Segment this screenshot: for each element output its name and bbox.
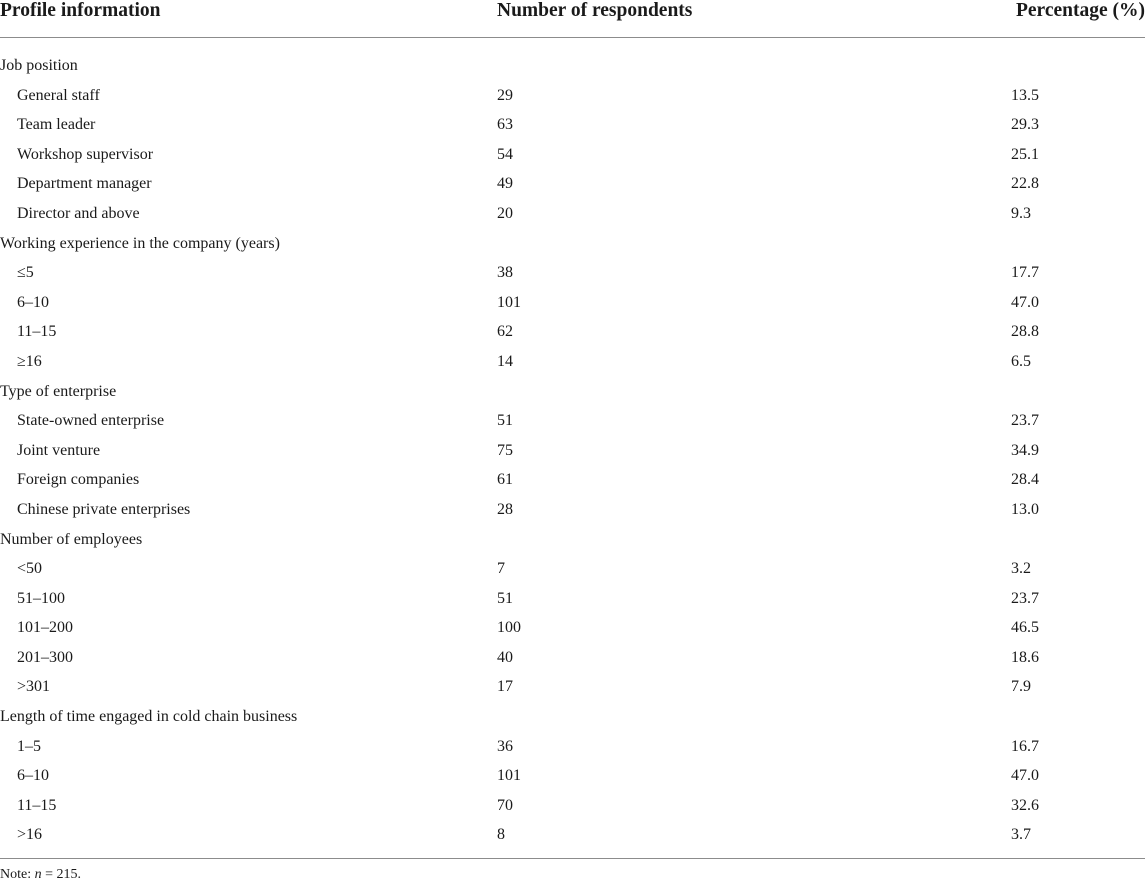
table-row <box>0 613 1145 643</box>
table-row <box>0 643 1145 673</box>
note-prefix: Note: <box>0 867 35 882</box>
respondent-count: 51 <box>497 589 513 607</box>
table-row <box>0 406 1145 436</box>
percentage-value: 23.7 <box>1011 589 1039 607</box>
table-header-row <box>0 0 1145 38</box>
respondent-count: 61 <box>497 471 513 489</box>
table-row <box>0 554 1145 584</box>
percentage-value: 16.7 <box>1011 737 1039 755</box>
percentage-value: 3.7 <box>1011 826 1031 844</box>
table-row <box>0 584 1145 614</box>
table-body <box>0 38 1145 859</box>
table-row <box>0 732 1145 762</box>
percentage-value: 13.0 <box>1011 500 1039 518</box>
row-label: ≥16 <box>17 352 42 370</box>
row-label: State-owned enterprise <box>17 412 165 430</box>
table-row <box>0 110 1145 140</box>
respondent-count: 17 <box>497 678 513 696</box>
respondent-count: 70 <box>497 796 513 814</box>
percentage-value: 46.5 <box>1011 619 1039 637</box>
table-row <box>0 672 1145 702</box>
table-group-row <box>0 525 1145 555</box>
respondent-count: 100 <box>497 619 521 637</box>
percentage-value: 23.7 <box>1011 412 1039 430</box>
header-number-of-respondents: Number of respondents <box>497 0 693 21</box>
percentage-value: 28.8 <box>1011 323 1039 341</box>
respondent-count: 28 <box>497 500 513 518</box>
percentage-value: 32.6 <box>1011 796 1039 814</box>
row-label: 11–15 <box>17 323 57 341</box>
respondent-count: 7 <box>497 560 505 578</box>
percentage-value: 17.7 <box>1011 264 1039 282</box>
table-row <box>0 199 1145 229</box>
header-profile-information: Profile information <box>0 0 161 21</box>
table-group-row <box>0 702 1145 732</box>
table-row <box>0 258 1145 288</box>
percentage-value: 9.3 <box>1011 204 1031 222</box>
percentage-value: 3.2 <box>1011 560 1031 578</box>
group-label: Working experience in the company (years) <box>0 234 280 252</box>
row-label: >16 <box>17 826 43 844</box>
table-group-row <box>0 229 1145 259</box>
table-row <box>0 761 1145 791</box>
row-label: 201–300 <box>17 648 73 666</box>
respondent-count: 29 <box>497 86 513 104</box>
respondent-count: 54 <box>497 145 513 163</box>
row-label: Chinese private enterprises <box>17 500 191 518</box>
table-row <box>0 169 1145 199</box>
percentage-value: 29.3 <box>1011 116 1039 134</box>
row-label: General staff <box>17 86 100 104</box>
note-variable: n <box>34 867 42 882</box>
row-label: 6–10 <box>17 767 49 785</box>
group-label: Job position <box>0 57 78 74</box>
group-label: Type of enterprise <box>0 382 117 400</box>
group-label: Length of time engaged in cold chain business <box>0 708 298 726</box>
row-label: Department manager <box>17 175 152 193</box>
row-label: Team leader <box>17 116 96 134</box>
table-row <box>0 436 1145 466</box>
percentage-value: 34.9 <box>1011 441 1039 459</box>
group-label: Number of employees <box>0 530 143 548</box>
table-row <box>0 465 1145 495</box>
row-label: <50 <box>17 560 43 578</box>
row-label: Workshop supervisor <box>17 145 154 163</box>
row-label: ≤5 <box>17 264 34 282</box>
percentage-value: 25.1 <box>1011 145 1039 163</box>
table-group-row <box>0 51 1145 81</box>
table-row <box>0 317 1145 347</box>
percentage-value: 22.8 <box>1011 175 1039 193</box>
row-label: Joint venture <box>17 441 101 459</box>
table-row <box>0 495 1145 525</box>
respondent-count: 20 <box>497 204 513 222</box>
row-label: >301 <box>17 678 51 696</box>
respondent-count: 36 <box>497 737 513 755</box>
percentage-value: 28.4 <box>1011 471 1039 489</box>
table-row <box>0 820 1145 850</box>
row-label: 11–15 <box>17 796 57 814</box>
respondent-count: 101 <box>497 767 521 785</box>
respondent-count: 49 <box>497 175 513 193</box>
respondent-count: 38 <box>497 264 513 282</box>
table-row <box>0 791 1145 821</box>
percentage-value: 47.0 <box>1011 767 1039 785</box>
respondent-count: 62 <box>497 323 513 341</box>
percentage-value: 7.9 <box>1011 678 1031 696</box>
table-row <box>0 288 1145 318</box>
respondent-count: 63 <box>497 116 513 134</box>
respondent-count: 14 <box>497 352 513 370</box>
percentage-value: 18.6 <box>1011 648 1039 666</box>
respondent-count: 8 <box>497 826 505 844</box>
table-note <box>0 867 81 883</box>
table-group-row <box>0 377 1145 407</box>
row-label: Foreign companies <box>17 471 140 489</box>
note-suffix: = 215. <box>41 867 82 882</box>
respondent-count: 101 <box>497 293 521 311</box>
header-percentage: Percentage (%) <box>1015 0 1145 21</box>
respondent-count: 40 <box>497 648 513 666</box>
table-row <box>0 81 1145 111</box>
row-label: Director and above <box>17 204 140 222</box>
percentage-value: 47.0 <box>1011 293 1039 311</box>
row-label: 6–10 <box>17 293 49 311</box>
row-label: 51–100 <box>17 589 65 607</box>
respondent-count: 75 <box>497 441 513 459</box>
percentage-value: 6.5 <box>1011 352 1031 370</box>
row-label: 1–5 <box>17 737 41 755</box>
percentage-value: 13.5 <box>1011 86 1039 104</box>
table-row <box>0 140 1145 170</box>
row-label: 101–200 <box>17 619 73 637</box>
table-row <box>0 347 1145 377</box>
respondent-count: 51 <box>497 412 513 430</box>
